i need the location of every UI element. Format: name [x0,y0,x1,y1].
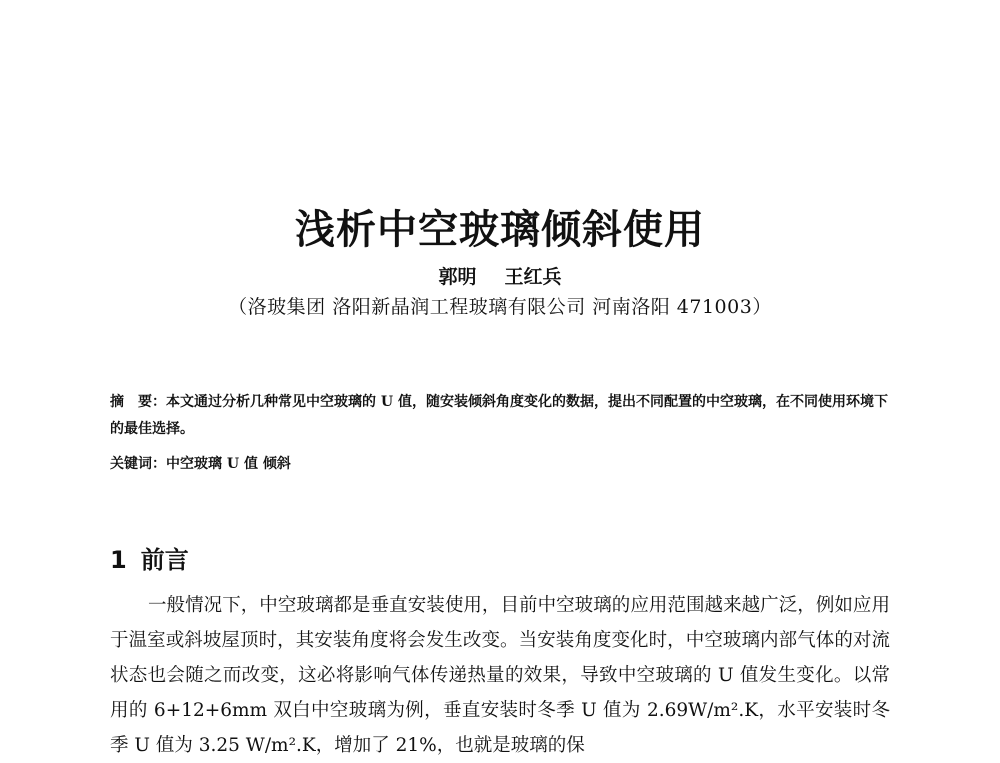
author-name: 郭明 [438,266,477,288]
section-title: 前言 [140,546,189,574]
body-paragraph: 一般情况下，中空玻璃都是垂直安装使用，目前中空玻璃的应用范围越来越广泛，例如应用于温室或斜坡屋顶时，其安装角度将会发生改变。当安装角度变化时，中空玻璃内部气体的对流状态也会随之而改变，这必将影响气体传递热量的效果，导致中空玻璃的 U 值发生变化。以常用的 6+12+6mm 双白中空玻璃为例，垂直安装时冬季 U 值为 2.69W/m².K，水平安装时冬季 U 值为 3.25 W/m².K，增加了 21%，也就是玻璃的保 [110,595,890,756]
section-heading [110,540,189,575]
keywords-text: 中空玻璃 U 值 倾斜 [166,456,291,472]
author-name: 王红兵 [504,266,562,288]
abstract-text: 本文通过分析几种常见中空玻璃的 U 值，随安装倾斜角度变化的数据，提出不同配置的中空玻璃，在不同使用环境下的最佳选择。 [110,394,888,437]
keywords [110,452,890,476]
paper-title: 浅析中空玻璃倾斜使用 [295,207,705,253]
abstract-label: 摘 要： [110,394,166,410]
affiliation-line: （洛玻集团 洛阳新晶润工程玻璃有限公司 河南洛阳 471003） [228,296,772,318]
section-number: 1 [110,546,127,574]
keywords-label: 关键词： [110,456,166,472]
abstract [110,389,890,443]
authors-line [0,262,1000,289]
